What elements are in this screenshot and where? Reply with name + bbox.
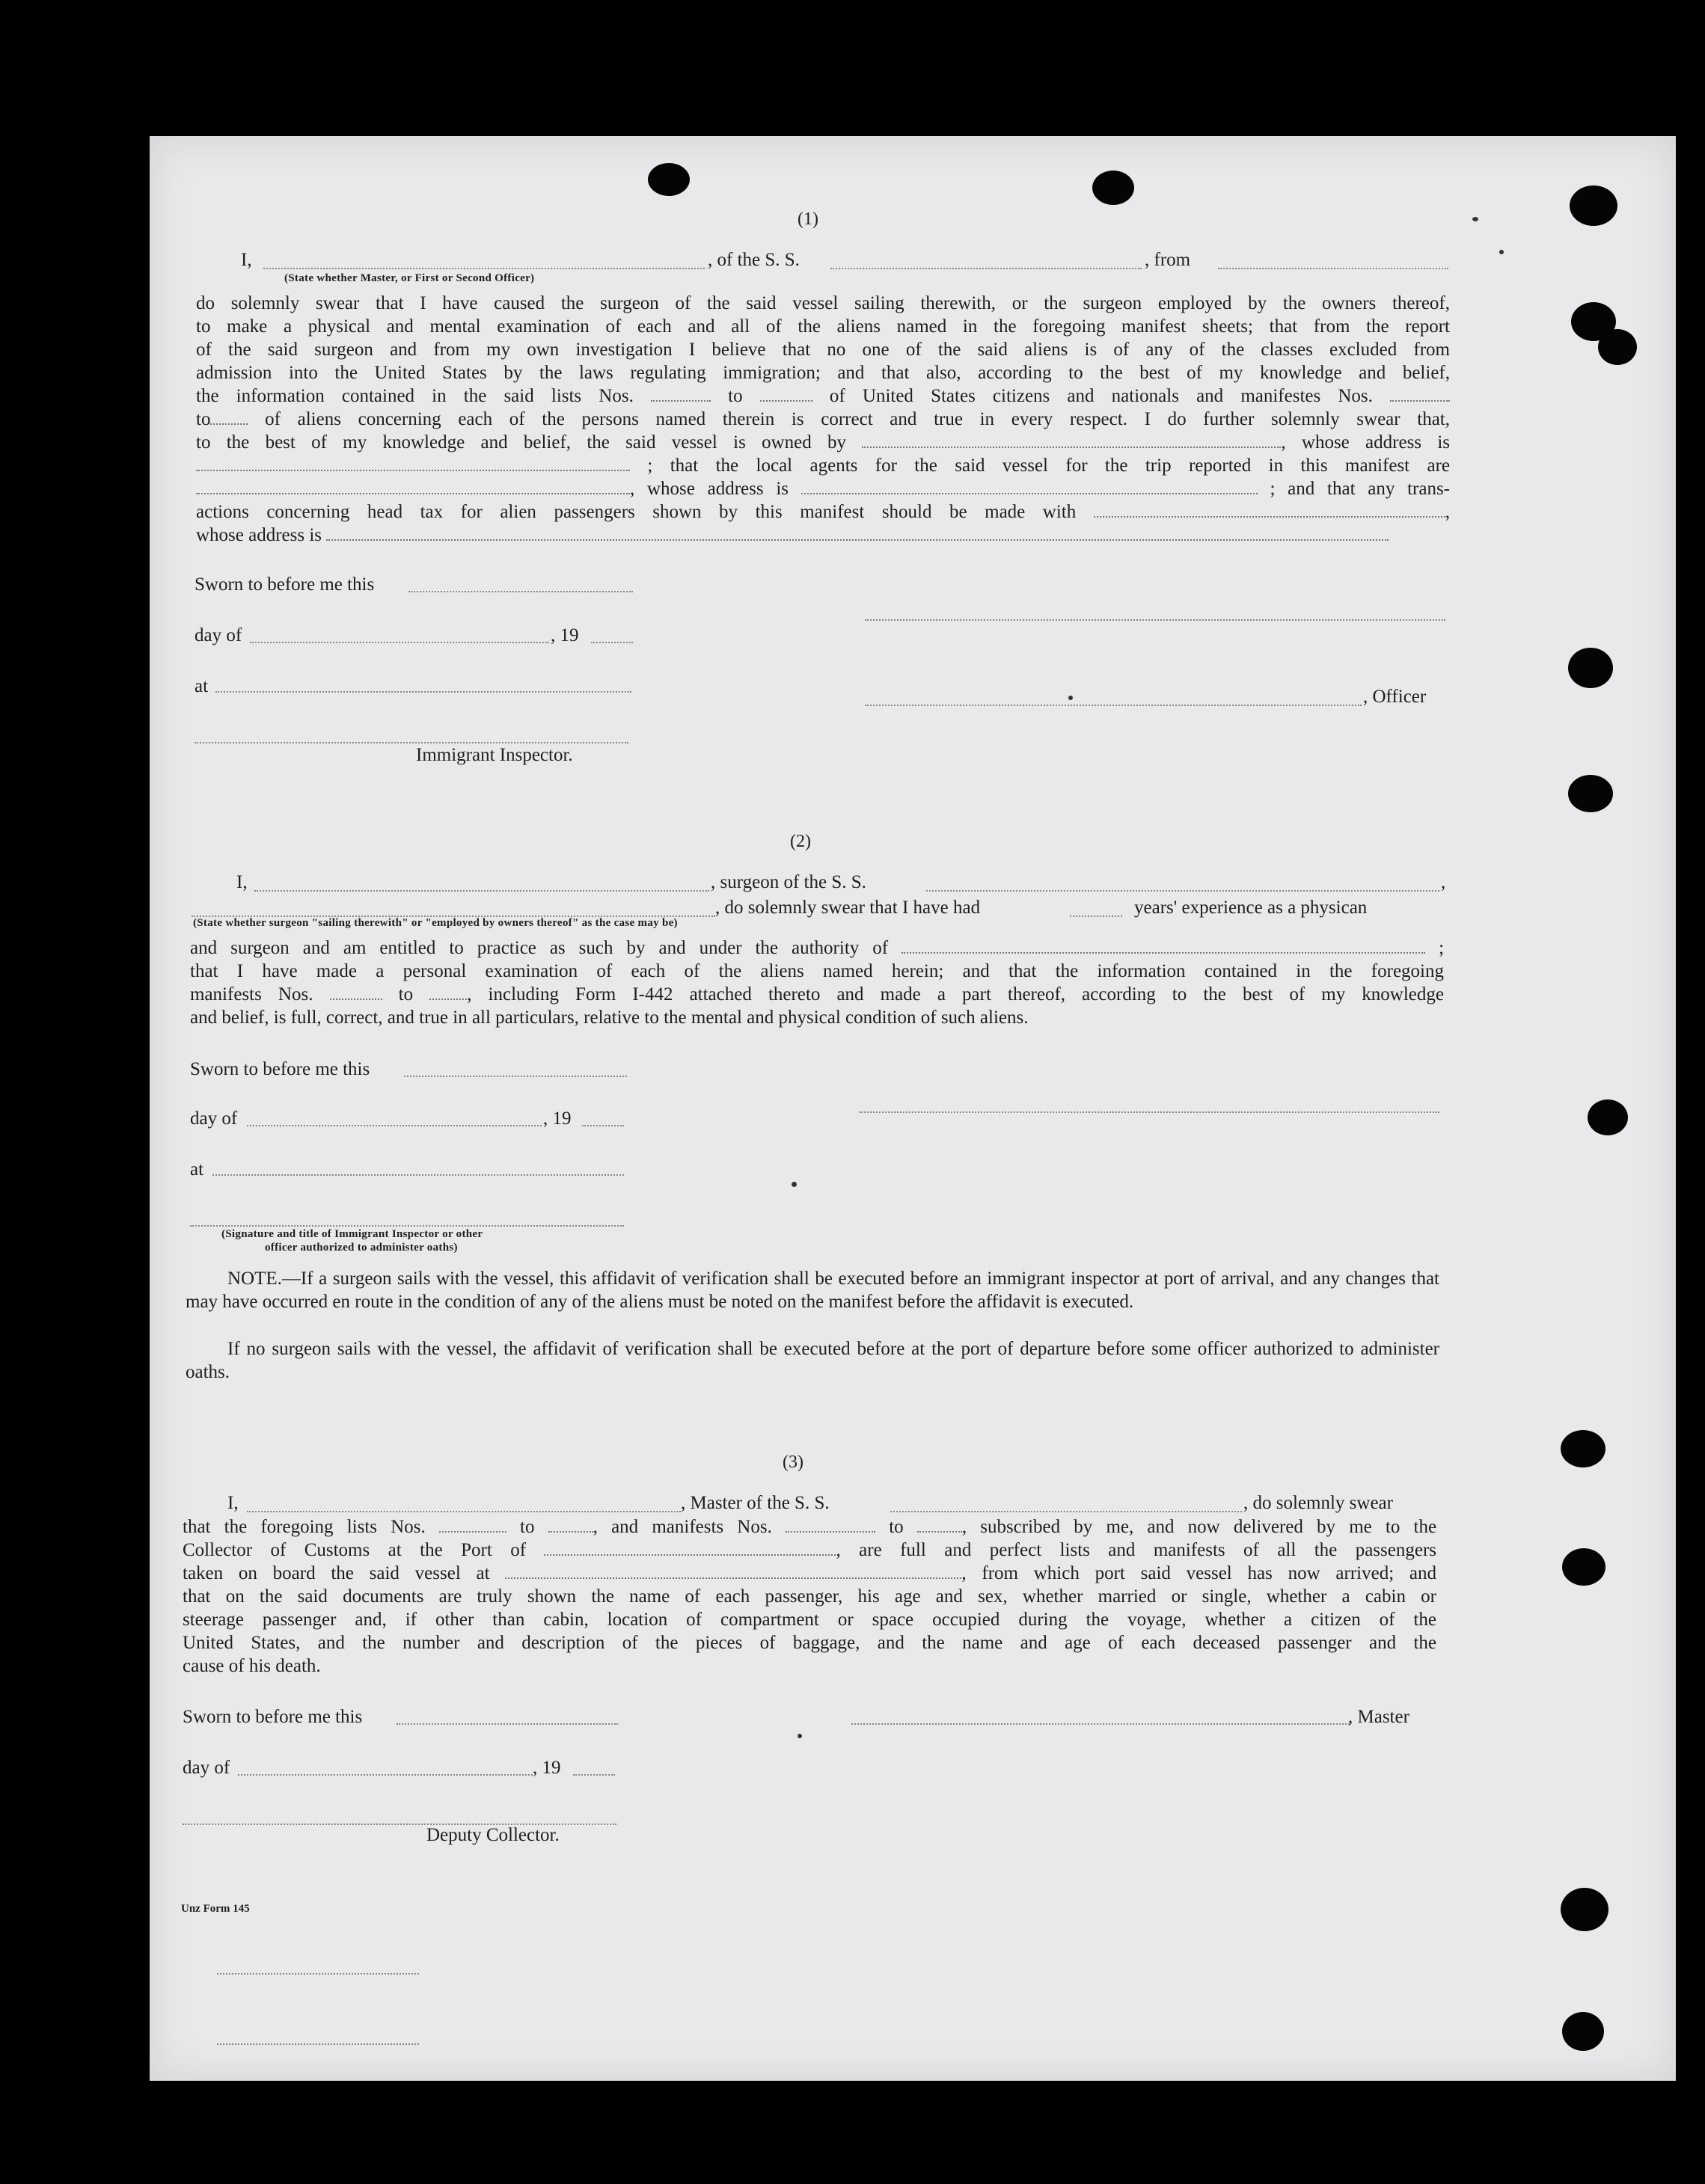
section1-signature-field[interactable] — [865, 618, 1445, 621]
section2-day-field[interactable] — [247, 1123, 542, 1126]
section2-line-4: that I have made a personal examination of each of the aliens named herein; and that the information contained in the foregoing — [190, 961, 1444, 981]
punch-hole — [1588, 1099, 1628, 1135]
section1-of-the-ss: , of the S. S. — [708, 250, 800, 270]
ink-speck — [798, 1734, 802, 1738]
section3-line: United States, and the number and description of the pieces of baggage, and the name and age of each deceased passenger and the — [183, 1633, 1436, 1653]
section2-line-5: manifests Nos. to , including Form I-442 attached thereto and made a part thereof, according to the best of my knowledge — [190, 984, 1444, 1004]
punch-hole — [1568, 648, 1613, 688]
section1-from: , from — [1145, 250, 1191, 270]
section2-year: , 19 — [543, 1108, 572, 1129]
section1-line: do solemnly swear that I have caused the surgeon of the said vessel sailing therewith, or the surgeon employed by the owners thereof, — [196, 293, 1450, 313]
section2-line2a: , do solemnly swear that I have had — [715, 898, 981, 918]
section3-line: steerage passenger and, if other than cabin, location of compartment or space occupied during the voyage, whether a citizen of the — [183, 1610, 1436, 1630]
section2-ship-field[interactable] — [926, 889, 1439, 892]
punch-hole — [1561, 1430, 1605, 1467]
section2-surgeon-of: , surgeon of the S. S. — [711, 872, 866, 892]
section3-body — [183, 1515, 1436, 1678]
section3-master-field[interactable] — [247, 1509, 681, 1512]
punch-hole — [1598, 329, 1637, 365]
form-number: Unz Form 145 — [181, 1903, 250, 1915]
section3-line-4: taken on board the said vessel at , from which port said vessel has now arrived; and — [183, 1563, 1437, 1583]
section2-line-3: and surgeon and am entitled to practice as such by and under the authority of ; — [190, 938, 1445, 958]
section1-hint: (State whether Master, or First or Second Officer) — [284, 272, 535, 284]
section1-sworn: Sworn to before me this — [195, 574, 375, 595]
section1-day-field[interactable] — [250, 640, 549, 643]
section1-line: admission into the United States by the laws regulating immigration; and that also, according to the best of my knowledge and belief, — [196, 363, 1450, 383]
section1-number: (1) — [798, 209, 818, 229]
punch-hole — [1092, 171, 1134, 205]
punch-hole — [1568, 775, 1613, 812]
section2-surgeon-field[interactable] — [254, 889, 709, 892]
punch-hole — [1562, 2012, 1604, 2051]
section1-year-field[interactable] — [591, 640, 633, 643]
section1-at: at — [195, 676, 209, 696]
section3-collector: Deputy Collector. — [426, 1825, 560, 1845]
section3-master-of: , Master of the S. S. — [681, 1493, 830, 1513]
section1-officer: , Officer — [1363, 687, 1427, 707]
punch-hole — [648, 163, 690, 196]
section1-officer-field[interactable] — [263, 266, 705, 269]
section1-day-of: day of — [195, 625, 242, 645]
section2-body — [190, 936, 1444, 1029]
note-paragraph-2: If no surgeon sails with the vessel, the affidavit of verification shall be executed before at the port of departure before some officer authorized to administer oaths. — [186, 1339, 1439, 1382]
section1-body — [196, 292, 1450, 547]
section3-year-field[interactable] — [573, 1773, 615, 1776]
section2-sworn-field[interactable] — [404, 1074, 627, 1077]
section1-line-10: actions concerning head tax for alien passengers shown by this manifest should be made with , — [196, 502, 1450, 522]
blank-line — [217, 1972, 419, 1975]
section3-line: that on the said documents are truly shown the name of each passenger, his age and sex, whether married or single, whether a cabin or — [183, 1586, 1436, 1607]
ink-speck — [1068, 696, 1073, 700]
section1-inspector: Immigrant Inspector. — [416, 745, 573, 765]
punch-hole — [1562, 1548, 1605, 1586]
punch-hole — [1570, 185, 1617, 226]
section3-swear: , do solemnly swear — [1243, 1493, 1393, 1513]
section1-line-8: ; that the local agents for the said vessel for the trip reported in this manifest are — [196, 454, 1450, 477]
section1-at-field[interactable] — [215, 690, 631, 693]
section3-day-of: day of — [183, 1758, 230, 1778]
section3-sworn-field[interactable] — [397, 1722, 618, 1725]
section2-comma: , — [1441, 872, 1446, 892]
section1-from-field[interactable] — [1218, 266, 1448, 269]
section3-day-field[interactable] — [238, 1773, 533, 1776]
ink-speck — [1472, 217, 1478, 221]
section2-number: (2) — [790, 832, 811, 851]
section2-years-field[interactable] — [1070, 914, 1122, 917]
section2-signature-field[interactable] — [859, 1110, 1439, 1113]
section3-line-2: that the foregoing lists Nos. to , and manifests Nos. to , subscribed by me, and now delivered by me to the — [183, 1517, 1437, 1537]
section3-signature-field[interactable] — [851, 1722, 1350, 1725]
section1-line-5: the information contained in the said lists Nos. to of United States citizens and nationals and manifestes Nos. — [196, 384, 1450, 408]
section1-line-11: whose address is — [196, 524, 1450, 547]
section1-line: of the said surgeon and from my own investigation I believe that no one of the said aliens is of any of the classes excluded from — [196, 340, 1450, 360]
section3-year: , 19 — [533, 1758, 561, 1778]
note-paragraph-1: NOTE.—If a surgeon sails with the vessel, this affidavit of verification shall be executed before an immigrant inspector at port of arrival, and any changes that may have occurred en route in the condition of any of the aliens must be noted on the manifest before the affidavit is executed. — [186, 1269, 1439, 1312]
section1-intro-i: I, — [241, 250, 252, 270]
section2-line2b: years' experience as a physican — [1134, 898, 1368, 918]
section1-inspector-field[interactable] — [195, 740, 628, 743]
section3-sworn: Sworn to before me this — [183, 1707, 363, 1727]
section2-line-6: and belief, is full, correct, and true in all particulars, relative to the mental and physical condition of such aliens. — [190, 1007, 1029, 1028]
section1-line: to make a physical and mental examination of each and all of the aliens named in the foregoing manifest sheets; that from the report — [196, 316, 1450, 337]
section2-day-of: day of — [190, 1108, 238, 1129]
section2-at-field[interactable] — [212, 1173, 624, 1176]
section1-line-6: to of aliens concerning each of the persons named therein is correct and true in every respect. I do further solemnly swear that, — [196, 409, 1450, 429]
section3-ship-field[interactable] — [890, 1509, 1242, 1512]
section2-sig-hint1: (Signature and title of Immigrant Inspector or other — [221, 1228, 483, 1240]
section2-year-field[interactable] — [582, 1123, 624, 1126]
section3-line-3: Collector of Customs at the Port of , are full and perfect lists and manifests of all the passengers — [183, 1540, 1437, 1560]
section2-intro-i: I, — [236, 872, 248, 892]
section3-master: , Master — [1348, 1707, 1409, 1727]
section1-ship-field[interactable] — [830, 266, 1142, 269]
section1-sworn-field[interactable] — [408, 589, 633, 592]
section1-year: , 19 — [551, 625, 579, 645]
ink-speck — [792, 1182, 797, 1187]
section2-officer-field[interactable] — [190, 1224, 624, 1227]
section1-line-9: , whose address is ; and that any trans- — [196, 477, 1450, 500]
section2-at: at — [190, 1159, 204, 1180]
section2-sworn: Sworn to before me this — [190, 1059, 370, 1079]
section2-sig-hint2: officer authorized to administer oaths) — [265, 1242, 458, 1254]
ink-speck — [1499, 250, 1504, 254]
punch-hole — [1561, 1888, 1608, 1931]
section1-officer-signature-field[interactable] — [865, 703, 1362, 706]
section3-last-line: cause of his death. — [183, 1656, 321, 1676]
section3-intro-i: I, — [227, 1493, 239, 1513]
section3-number: (3) — [783, 1453, 803, 1472]
blank-line — [217, 2042, 419, 2045]
section2-hint: (State whether surgeon "sailing therewith" or "employed by owners thereof" as the case may be) — [193, 917, 678, 929]
section1-line-7: to the best of my knowledge and belief, the said vessel is owned by , whose address is — [196, 432, 1451, 453]
